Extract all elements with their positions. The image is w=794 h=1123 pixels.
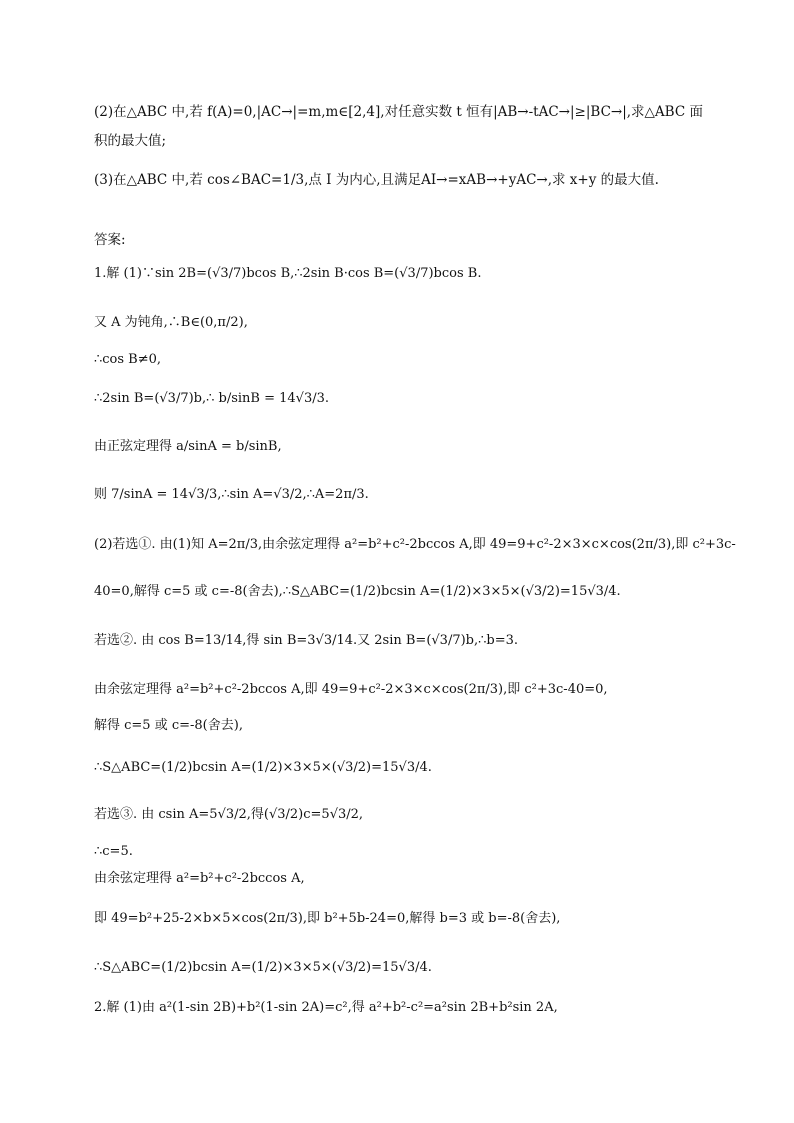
problem-2-line-2: 积的最大值; xyxy=(94,133,167,149)
solution-line: ∴S△ABC=(1/2)bcsin A=(1/2)×3×5×(√3/2)=15√3/4. xyxy=(94,960,432,975)
solution-line: ∴c=5. xyxy=(94,844,133,859)
solution-line: 解得 c=5 或 c=-8(舍去), xyxy=(94,718,243,733)
solution-line: 由正弦定理得 a/sinA = b/sinB, xyxy=(94,439,282,454)
solution-line: (2)若选①. 由(1)知 A=2π/3,由余弦定理得 a²=b²+c²-2bccos A,即 49=9+c²-2×3×c×cos(2π/3),即 c²+3c- xyxy=(94,537,736,552)
problem-2-line-1: (2)在△ABC 中,若 f(A)=0,|AC→|=m,m∈[2,4],对任意实数 t 恒有|AB→-tAC→|≥|BC→|,求△ABC 面 xyxy=(94,104,703,120)
solution-line: 由余弦定理得 a²=b²+c²-2bccos A,即 49=9+c²-2×3×c×cos(2π/3),即 c²+3c-40=0, xyxy=(94,682,608,697)
solution-line: 由余弦定理得 a²=b²+c²-2bccos A, xyxy=(94,871,305,886)
problem-3-line-1: (3)在△ABC 中,若 cos∠BAC=1/3,点 I 为内心,且满足AI→=xAB→+yAC→,求 x+y 的最大值. xyxy=(94,172,659,188)
solution-line: 即 49=b²+25-2×b×5×cos(2π/3),即 b²+5b-24=0,解得 b=3 或 b=-8(舍去), xyxy=(94,911,561,926)
solution-line: 若选②. 由 cos B=13/14,得 sin B=3√3/14.又 2sin B=(√3/7)b,∴b=3. xyxy=(94,633,519,648)
solution-line: 若选③. 由 csin A=5√3/2,得(√3/2)c=5√3/2, xyxy=(94,807,364,822)
solution-line: ∴cos B≠0, xyxy=(94,352,162,367)
solution-line: 又 A 为钝角,∴B∈(0,π/2), xyxy=(94,315,248,330)
answers-label: 答案: xyxy=(94,232,126,248)
solution-line: 1.解 (1)∵sin 2B=(√3/7)bcos B,∴2sin B·cos B=(√3/7)bcos B. xyxy=(94,266,482,281)
solution-line: 则 7/sinA = 14√3/3,∴sin A=√3/2,∴A=2π/3. xyxy=(94,487,369,502)
solution-line: ∴2sin B=(√3/7)b,∴ b/sinB = 14√3/3. xyxy=(94,391,330,406)
solution-line: 40=0,解得 c=5 或 c=-8(舍去),∴S△ABC=(1/2)bcsin A=(1/2)×3×5×(√3/2)=15√3/4. xyxy=(94,584,621,599)
solution-line: ∴S△ABC=(1/2)bcsin A=(1/2)×3×5×(√3/2)=15√3/4. xyxy=(94,760,432,775)
solution-line: 2.解 (1)由 a²(1-sin 2B)+b²(1-sin 2A)=c²,得 a²+b²-c²=a²sin 2B+b²sin 2A, xyxy=(94,1000,558,1015)
